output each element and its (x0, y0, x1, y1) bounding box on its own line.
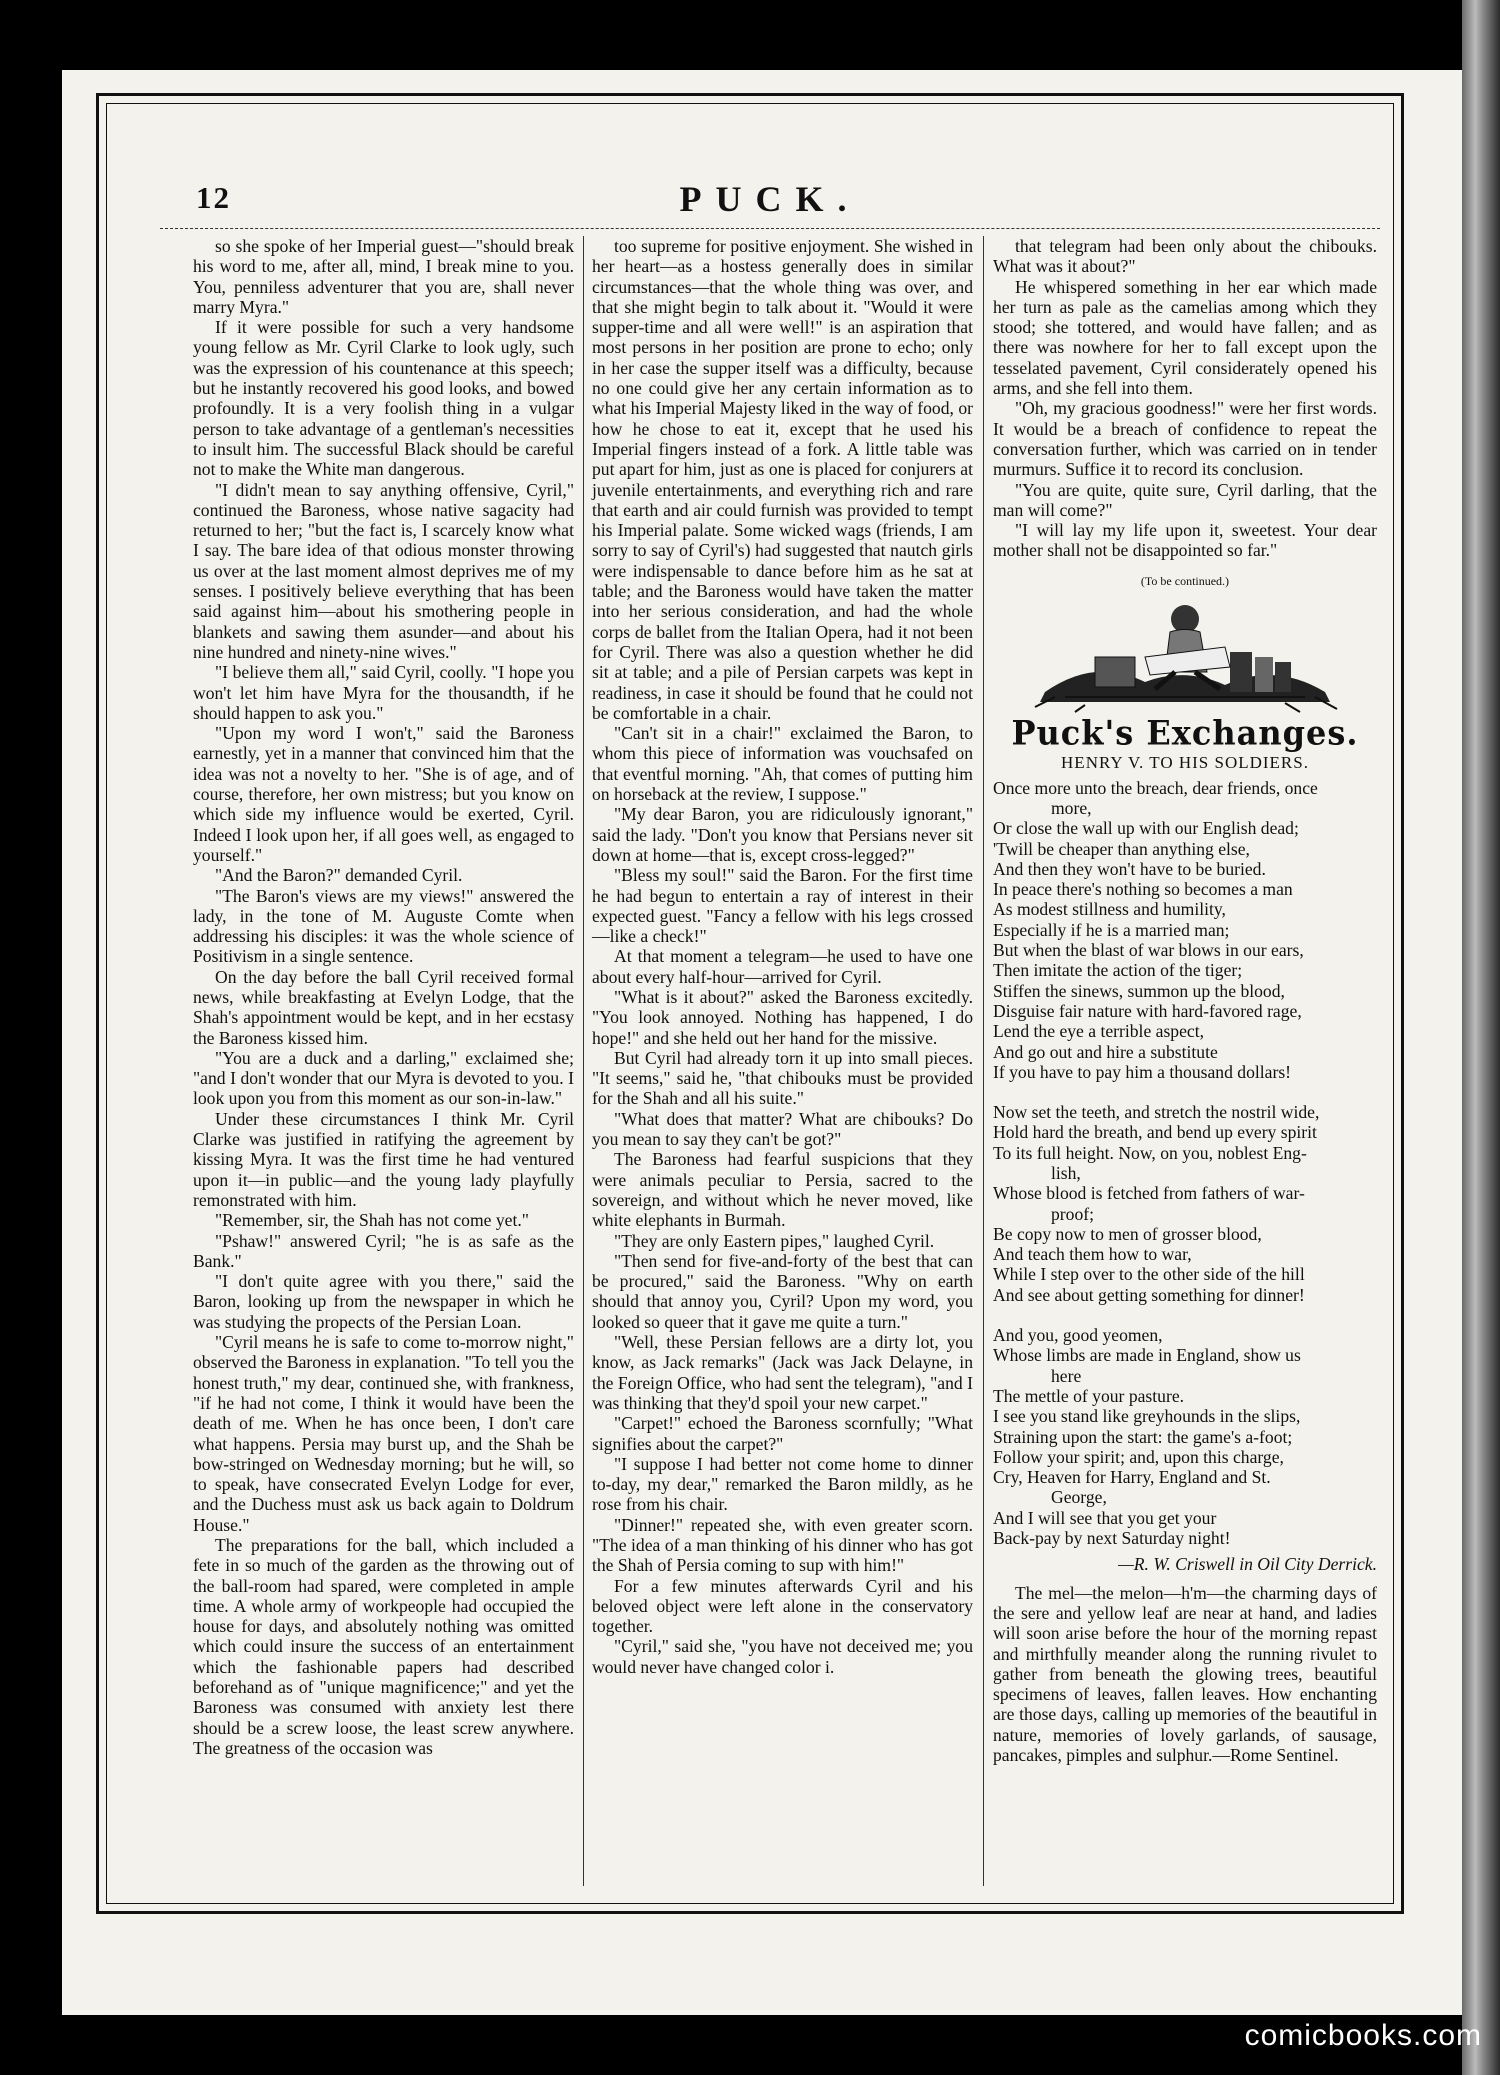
masthead-title: PUCK. (679, 179, 861, 219)
poem-line: And teach them how to war, (993, 1244, 1192, 1265)
poem-line: Be copy now to men of grosser blood, (993, 1223, 1262, 1244)
poem-line: Disguise fair nature with hard-favored rage, (993, 1000, 1302, 1021)
poem-signature: —R. W. Criswell in Oil City Derrick. (1118, 1554, 1377, 1575)
paragraph: "I will lay my life upon it, sweetest. Your dear mother shall not be disappointed so far." (993, 520, 1377, 561)
paragraph: "Cyril," said she, "you have not deceived me; you would never have changed color i. (592, 1636, 973, 1677)
paragraph: The Baroness had fearful suspicions that they were animals peculiar to Persia, sacred to the sovereign, and without which he never moved, like white elephants in Burmah. (592, 1149, 973, 1231)
paragraph: He whispered something in her ear which made her turn as pale as the camelias among which they stood; she tottered, and would have fallen; and as there was nowhere for her to fall except upon the tesselated pavement, Cyril considerately opened his arms, and she fell into them. (993, 276, 1377, 399)
poem-line: Follow your spirit; and, upon this charge, (993, 1446, 1284, 1467)
poem-line: If you have to pay him a thousand dollars! (993, 1061, 1292, 1082)
paragraph: The preparations for the ball, which included a fete in so much of the garden as the throwing out of the ball-room had spared, were completed in ample time. A whole army of workpeople had occupied the house for days, and absolutely nothing was omitted which could insure the success of an entertainment which the fashionable papers had described beforehand as of "unique magnificence;" and yet the Baroness was consumed with anxiety lest there should be a screw loose, the least screw anywhere. The greatness of the occasion was (193, 1535, 574, 1758)
exchanges-heading: Puck's Exchanges. (1011, 713, 1359, 753)
paragraph: "Well, these Persian fellows are a dirty lot, you know, as Jack remarks" (Jack was Jack Delayne, in the Foreign Office, who had sent the telegram), "and I was thinking that they'd spoil your new carpet." (592, 1332, 973, 1413)
paragraph: "You are a duck and a darling," exclaimed she; "and I don't wonder that our Myra is devoted to you. I look upon you from this moment as our son-in-law." (193, 1047, 574, 1109)
closing-paragraph: The mel—the melon—h'm—the charming days of the sere and yellow leaf are near at hand, and ladies will soon arise before the hour of the morning repast and mirthfully meander along the running rivulet to gather from beneath the glowing trees, beautiful specimens of leaves, fallen leaves. How enchanting are those days, calling up memories of the beautiful in nature, memories of lovely garlands, of sausage, pancakes, pimples and sulphur.—Rome Sentinel. (993, 1582, 1377, 1765)
paragraph: so she spoke of her Imperial guest—"should break his word to me, after all, mind, I break mine to you. You, penniless adventurer that you are, shall never marry Myra." (193, 236, 574, 317)
poem-line: proof; (1051, 1203, 1094, 1224)
paragraph: "Remember, sir, the Shah has not come yet." (215, 1210, 529, 1231)
column-3 (993, 236, 1377, 1886)
paragraph: "Can't sit in a chair!" exclaimed the Baron, to whom this piece of information was vouchsafed on that eventful morning. "Ah, that comes of putting him on horseback at the review, I suppose." (592, 723, 973, 805)
paragraph: "They are only Eastern pipes," laughed Cyril. (614, 1230, 935, 1251)
poem-line: And go out and hire a substitute (993, 1041, 1218, 1062)
paragraph: At that moment a telegram—he used to have one about every half-hour—arrived for Cyril. (592, 946, 973, 987)
poem-line: Once more unto the breach, dear friends, once (993, 777, 1318, 798)
poem-title: HENRY V. TO HIS SOLDIERS. (1061, 753, 1309, 773)
column-2 (592, 236, 973, 1886)
poem-line: Straining upon the start: the game's a-foot; (993, 1426, 1293, 1447)
paragraph: "Cyril means he is safe to come to-morrow night," observed the Baroness in explanation. "To tell you the honest truth," my dear, continued she, with frankness, "if he had not come, I think it would have been the death of me. When he has once been, I don't care what happens. Persia may burst up, and the Shah be bow-stringed on Wednesday morning; but he will, so to speak, have consecrated Evelyn Lodge for ever, and the Duchess must ask us back again to Doldrum House." (193, 1332, 574, 1535)
paragraph: "My dear Baron, you are ridiculously ignorant," said the lady. "Don't you know that Persians never sit down at home—that is, except cross-legged?" (592, 804, 973, 865)
paragraph: that telegram had been only about the chibouks. What was it about?" (993, 236, 1377, 277)
paragraph: If it were possible for such a very handsome young fellow as Mr. Cyril Clarke to look ugly, such was the expression of his countenance at this speech; but he instantly recovered his good looks, and bowed profoundly. It is a very foolish thing in a vulgar person to take advantage of a gentleman's necessities to insult him. The successful Black should be careful not to make the White man dangerous. (193, 317, 574, 480)
stanza-break (993, 1305, 1377, 1325)
poem-line: Then imitate the action of the tiger; (993, 960, 1243, 981)
poem-line: The mettle of your pasture. (993, 1385, 1185, 1406)
paragraph: "Dinner!" repeated she, with even greater scorn. "The idea of a man thinking of his dinner who has got the Shah of Persia coming to sup with him!" (592, 1514, 973, 1576)
paragraph: Under these circumstances I think Mr. Cyril Clarke was justified in ratifying the agreement by kissing Myra. It was the first time he had ventured upon it—in public—and the young lady playfully remonstrated with him. (193, 1108, 574, 1210)
poem-line: Lend the eye a terrible aspect, (993, 1021, 1205, 1042)
column-1 (193, 236, 574, 1886)
poem-line: And I will see that you get your (993, 1507, 1217, 1528)
poem-line: Stiffen the sinews, summon up the blood, (993, 980, 1285, 1001)
paragraph: "Upon my word I won't," said the Baroness earnestly, yet in a manner that convinced him that the idea was not a novelty to her. "She is of age, and of course, therefore, her own mistress; but you know on which side my influence would be exerted, Cyril. Indeed I look upon her, if all goes well, as engaged to yourself." (193, 723, 574, 865)
paragraph: too supreme for positive enjoyment. She wished in her heart—as a hostess generally does in similar circumstances—that the whole thing was over, and that she might begin to talk about it. "Would it were supper-time and all were well!" is an aspiration that most persons in her position are prone to echo; only in her case the supper itself was a difficulty, because no one could give her any certain information as to what his Imperial Majesty liked in the way of food, or how he chose to eat it, except that he used his Imperial fingers instead of a fork. A little table was put apart for him, just as one is placed for conjurers at juvenile entertainments, and everything rich and rare that earth and air could furnish was provided to tempt his Imperial palate. Some wicked wags (friends, I am sorry to say of Cyril's) had suggested that nautch girls were indispensable to dance before him as he sat at table; and the Baroness would have taken the matter into her serious consideration, and had the whole corps de ballet from the Italian Opera, had it not been for Cyril. There was also a question whether he did sit at table; and a pile of Persian carpets was kept in readiness, in case it should be found that he could not be comfortable in a chair. (592, 236, 973, 723)
poem-line: Whose blood is fetched from fathers of war- (993, 1183, 1305, 1204)
poem-line: Or close the wall up with our English dead; (993, 818, 1299, 839)
poem-line: here (1051, 1365, 1082, 1386)
poem-line: To its full height. Now, on you, noblest Eng- (993, 1142, 1307, 1163)
poem-line: George, (1051, 1487, 1107, 1508)
poem-line: more, (1051, 797, 1092, 818)
paragraph: "I didn't mean to say anything offensive, Cyril," continued the Baroness, whose native sagacity had returned to her; "but the fact is, I scarcely know what I say. The bare idea of that odious monster throwing us over at the last moment almost deprives me of my senses. I positively believe everything that has been said against him—about his smothering people in blankets and sawing them asunder—and about his nine hundred and ninety-nine wives." (193, 479, 574, 662)
stanza-break (993, 1082, 1377, 1102)
to-be-continued: (To be continued.) (1140, 573, 1230, 588)
paragraph: "Carpet!" echoed the Baroness scornfully; "What signifies about the carpet?" (592, 1413, 973, 1454)
poem-line: 'Twill be cheaper than anything else, (993, 838, 1250, 859)
poem-line: While I step over to the other side of the hill (993, 1264, 1305, 1285)
paragraph: "Oh, my gracious goodness!" were her first words. It would be a breach of confidence to repeat the conversation further, which was carried on in tender murmurs. Suffice it to record its conclusion. (993, 398, 1377, 480)
watermark: comicbooks.com (1244, 2019, 1482, 2052)
paragraph: "Then send for five-and-forty of the best that can be procured," said the Baroness. "Why on earth should that annoy you, Cyril? Upon my word, you looked so queer that it gave me quite a turn." (592, 1250, 973, 1332)
puck-reading-illustration (1025, 597, 1345, 717)
poem-line: And see about getting something for dinner! (993, 1284, 1305, 1305)
paragraph: "The Baron's views are my views!" answered the lady, in the tone of M. Auguste Comte when addressing his disciples: it was the whole science of Positivism in a single sentence. (193, 885, 574, 967)
column-rule-2 (983, 236, 984, 1886)
poem-line: Back-pay by next Saturday night! (993, 1528, 1231, 1549)
page-header (160, 180, 1380, 230)
paragraph: "What is it about?" asked the Baroness excitedly. "You look annoyed. Nothing has happened, I do hope!" and she held out her hand for the missive. (592, 986, 973, 1048)
poem-line: lish, (1051, 1162, 1081, 1183)
paragraph: "I don't quite agree with you there," said the Baron, looking up from the newspaper in which he was studying the propects of the Persian Loan. (193, 1271, 574, 1332)
poem-body (993, 778, 1377, 1549)
poem-line: I see you stand like greyhounds in the slips, (993, 1406, 1301, 1427)
poem-line: But when the blast of war blows in our ears, (993, 940, 1304, 961)
poem-line: Hold hard the breath, and bend up every spirit (993, 1122, 1317, 1143)
book-spine (1462, 0, 1500, 2075)
paragraph: "You are quite, quite sure, Cyril darling, that the man will come?" (993, 479, 1377, 520)
paragraph: For a few minutes afterwards Cyril and his beloved object were left alone in the conservatory together. (592, 1575, 973, 1637)
paragraph: "And the Baron?" demanded Cyril. (215, 865, 463, 886)
header-rule (160, 228, 1380, 229)
paragraph: "What does that matter? What are chibouks? Do you mean to say they can't be got?" (592, 1108, 973, 1150)
paragraph: "Pshaw!" answered Cyril; "he is as safe as the Bank." (193, 1230, 574, 1271)
paragraph: "I believe them all," said Cyril, coolly. "I hope you won't let him have Myra for the thousandth, if he should happen to ask you." (193, 662, 574, 723)
poem-line: And then they won't have to be buried. (993, 858, 1266, 879)
story-continuation (993, 236, 1377, 561)
paragraph: "I suppose I had better not come home to dinner to-day, my dear," remarked the Baron mildly, as he rose from his chair. (592, 1453, 973, 1515)
poem-line: And you, good yeomen, (993, 1325, 1163, 1346)
paragraph: "Bless my soul!" said the Baron. For the first time he had begun to entertain a ray of interest in their expected guest. "Fancy a fellow with his legs crossed—like a check!" (592, 865, 973, 947)
poem-line: Cry, Heaven for Harry, England and St. (993, 1467, 1271, 1488)
poem-line: Now set the teeth, and stretch the nostril wide, (993, 1102, 1320, 1123)
poem-line: As modest stillness and humility, (993, 899, 1226, 920)
column-rule-1 (583, 236, 584, 1886)
poem-line: In peace there's nothing so becomes a man (993, 879, 1293, 900)
paragraph: On the day before the ball Cyril received formal news, while breakfasting at Evelyn Lodge, that the Shah's appointment would be kept, and in her ecstasy the Baroness kissed him. (193, 966, 574, 1048)
poem-line: Whose limbs are made in England, show us (993, 1345, 1301, 1366)
paragraph: But Cyril had already torn it up into small pieces. "It seems," said he, "that chibouks must be provided for the Shah and all his suite." (592, 1047, 973, 1109)
poem-line: Especially if he is a married man; (993, 919, 1230, 940)
page-number: 12 (196, 180, 231, 215)
